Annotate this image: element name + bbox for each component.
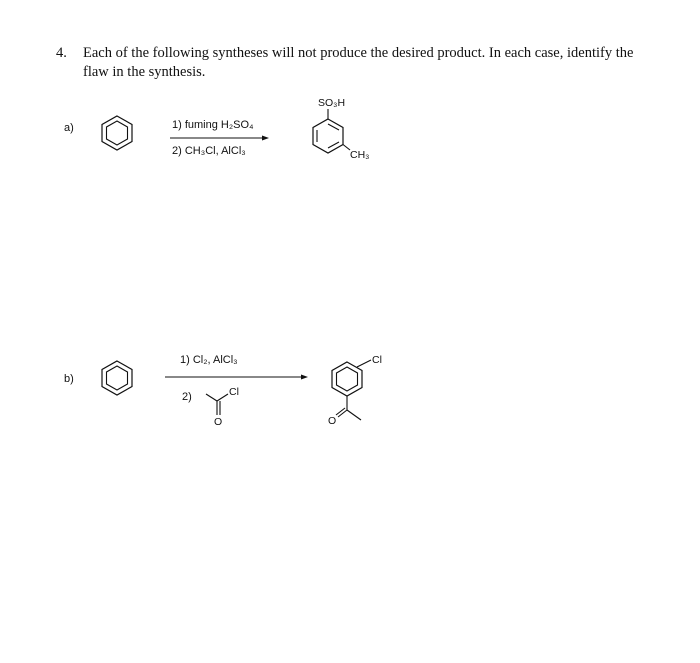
part-a-product-structure	[300, 95, 390, 170]
part-b-reagent-2-number: 2)	[182, 391, 192, 403]
part-a-reagent-2: 2) CH₃Cl, AlCl₃	[172, 145, 246, 157]
part-b-acyl-chloride-structure	[200, 385, 250, 430]
part-b-reaction-arrow	[165, 372, 310, 382]
part-b-reagent-o: O	[214, 416, 223, 428]
part-a-product-so3h: SO₃H	[318, 97, 346, 109]
part-b-product-structure	[325, 350, 400, 430]
question-number: 4.	[56, 45, 67, 61]
part-a-product-ch3: CH₃	[350, 149, 370, 161]
part-b-product-cl: Cl	[372, 354, 382, 366]
part-b-reagent-cl: Cl	[229, 386, 239, 398]
part-b-product-o: O	[328, 415, 337, 427]
part-b-label: b)	[64, 373, 74, 385]
part-a-label: a)	[64, 122, 74, 134]
part-b-starting-benzene	[97, 358, 137, 398]
part-a-starting-benzene	[97, 113, 137, 153]
question-text: Each of the following syntheses will not produce the desired product. In each case, identify the flaw in the synthesis.	[83, 45, 634, 80]
part-a-reaction-arrow	[170, 133, 270, 143]
part-b-reagent-1: 1) Cl₂, AlCl₃	[180, 354, 238, 366]
part-a-reagent-1: 1) fuming H₂SO₄	[172, 119, 254, 131]
